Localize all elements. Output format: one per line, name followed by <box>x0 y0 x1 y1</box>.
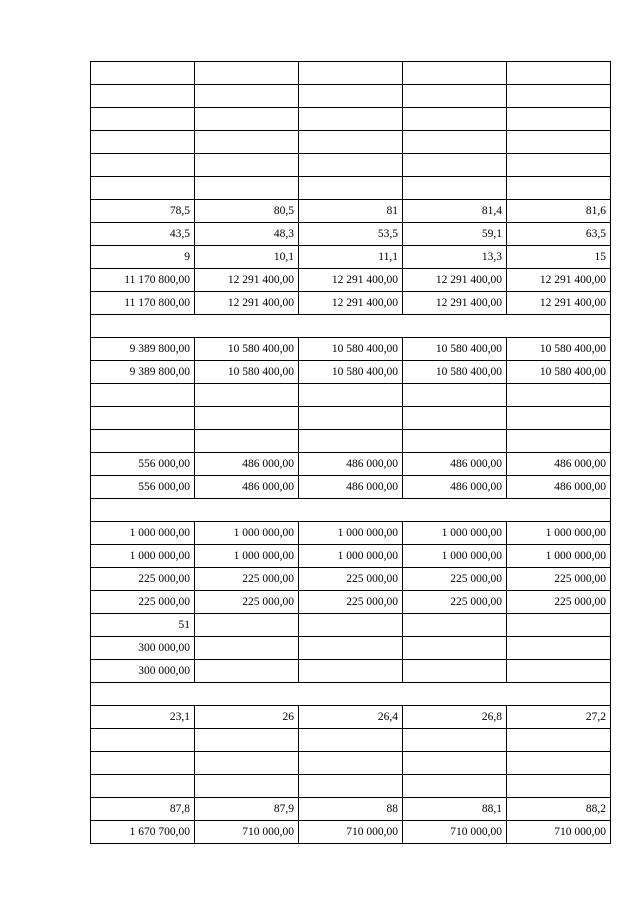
table-cell <box>299 775 403 798</box>
table-cell: 486 000,00 <box>195 453 299 476</box>
table-cell: 11 170 800,00 <box>91 269 195 292</box>
table-cell <box>91 407 195 430</box>
table-cell <box>195 614 299 637</box>
table-cell: 225 000,00 <box>507 591 611 614</box>
table-cell <box>507 430 611 453</box>
table-cell <box>507 407 611 430</box>
table-cell <box>507 775 611 798</box>
table-cell <box>195 430 299 453</box>
table-cell <box>195 775 299 798</box>
table-cell <box>507 660 611 683</box>
table-cell: 26,4 <box>299 706 403 729</box>
table-cell: 48,3 <box>195 223 299 246</box>
table-cell <box>403 614 507 637</box>
table-cell: 1 000 000,00 <box>195 545 299 568</box>
table-row <box>91 338 611 361</box>
table-cell <box>403 430 507 453</box>
table-cell: 10 580 400,00 <box>507 338 611 361</box>
table-cell <box>507 131 611 154</box>
table-row <box>91 85 611 108</box>
table-cell <box>403 729 507 752</box>
table-cell: 486 000,00 <box>403 476 507 499</box>
table-row <box>91 223 611 246</box>
table-cell <box>299 131 403 154</box>
table-cell: 300 000,00 <box>91 660 195 683</box>
table-cell <box>91 108 195 131</box>
table-cell <box>403 154 507 177</box>
table-body <box>91 62 611 844</box>
table-cell: 710 000,00 <box>299 821 403 844</box>
table-cell: 81,6 <box>507 200 611 223</box>
table-cell <box>195 384 299 407</box>
table-cell: 26,8 <box>403 706 507 729</box>
table-cell: 81,4 <box>403 200 507 223</box>
table-row <box>91 154 611 177</box>
table-cell <box>507 62 611 85</box>
table-cell: 12 291 400,00 <box>299 269 403 292</box>
data-table <box>90 61 611 844</box>
table-row <box>91 407 611 430</box>
table-cell <box>403 384 507 407</box>
table-cell: 225 000,00 <box>403 591 507 614</box>
table-row <box>91 660 611 683</box>
table-cell <box>195 660 299 683</box>
table-row <box>91 499 611 522</box>
table-cell <box>195 407 299 430</box>
table-cell: 225 000,00 <box>91 591 195 614</box>
table-cell <box>299 752 403 775</box>
table-cell: 486 000,00 <box>507 453 611 476</box>
table-cell <box>299 729 403 752</box>
table-row <box>91 775 611 798</box>
table-cell: 486 000,00 <box>299 453 403 476</box>
table-row <box>91 292 611 315</box>
table-cell: 26 <box>195 706 299 729</box>
table-cell: 10 580 400,00 <box>299 338 403 361</box>
table-row <box>91 269 611 292</box>
table-cell: 710 000,00 <box>195 821 299 844</box>
table-cell <box>91 729 195 752</box>
table-cell: 1 000 000,00 <box>403 522 507 545</box>
table-row <box>91 568 611 591</box>
table-cell: 12 291 400,00 <box>507 292 611 315</box>
table-cell <box>299 614 403 637</box>
table-cell <box>299 637 403 660</box>
table-cell: 1 000 000,00 <box>91 545 195 568</box>
table-cell: 12 291 400,00 <box>299 292 403 315</box>
table-cell: 486 000,00 <box>195 476 299 499</box>
table-row <box>91 821 611 844</box>
table-cell <box>299 384 403 407</box>
merged-cell <box>91 683 611 706</box>
table-cell: 12 291 400,00 <box>195 292 299 315</box>
table-row <box>91 729 611 752</box>
table-row <box>91 246 611 269</box>
table-cell: 88,1 <box>403 798 507 821</box>
table-cell: 225 000,00 <box>299 591 403 614</box>
table-cell <box>91 131 195 154</box>
table-cell <box>299 85 403 108</box>
table-cell: 1 000 000,00 <box>299 522 403 545</box>
table-cell <box>195 131 299 154</box>
table-cell <box>91 384 195 407</box>
table-cell: 11,1 <box>299 246 403 269</box>
table-cell: 88,2 <box>507 798 611 821</box>
table-row <box>91 798 611 821</box>
table-cell: 486 000,00 <box>403 453 507 476</box>
table-cell: 9 389 800,00 <box>91 361 195 384</box>
table-row <box>91 108 611 131</box>
table-cell <box>299 62 403 85</box>
table-cell <box>195 637 299 660</box>
merged-cell <box>91 315 611 338</box>
table-row <box>91 545 611 568</box>
table-row <box>91 315 611 338</box>
table-row <box>91 200 611 223</box>
table-cell <box>91 154 195 177</box>
table-cell <box>507 177 611 200</box>
table-cell <box>507 108 611 131</box>
table-cell <box>195 729 299 752</box>
table-cell: 1 000 000,00 <box>507 545 611 568</box>
table-cell <box>507 85 611 108</box>
table-cell: 225 000,00 <box>195 591 299 614</box>
table-cell: 63,5 <box>507 223 611 246</box>
table-cell: 87,9 <box>195 798 299 821</box>
table-cell <box>195 177 299 200</box>
table-cell <box>403 62 507 85</box>
table-cell: 225 000,00 <box>507 568 611 591</box>
table-row <box>91 62 611 85</box>
table-cell: 81 <box>299 200 403 223</box>
table-cell <box>299 108 403 131</box>
table-cell <box>507 752 611 775</box>
table-cell: 23,1 <box>91 706 195 729</box>
table-cell: 710 000,00 <box>403 821 507 844</box>
table-cell: 300 000,00 <box>91 637 195 660</box>
table-cell <box>91 775 195 798</box>
table-cell <box>403 637 507 660</box>
table-cell <box>299 154 403 177</box>
table-cell <box>507 154 611 177</box>
table-cell <box>195 752 299 775</box>
table-row <box>91 384 611 407</box>
table-cell: 10 580 400,00 <box>507 361 611 384</box>
table-row <box>91 131 611 154</box>
table-cell: 10 580 400,00 <box>299 361 403 384</box>
table-cell <box>403 660 507 683</box>
table-cell <box>507 384 611 407</box>
table-cell: 486 000,00 <box>299 476 403 499</box>
table-cell: 12 291 400,00 <box>507 269 611 292</box>
table-cell <box>91 62 195 85</box>
table-cell: 225 000,00 <box>195 568 299 591</box>
table-cell <box>403 177 507 200</box>
table-row <box>91 177 611 200</box>
table-row <box>91 637 611 660</box>
table-cell: 51 <box>91 614 195 637</box>
table-cell: 1 000 000,00 <box>507 522 611 545</box>
table-cell: 9 <box>91 246 195 269</box>
table-cell <box>403 85 507 108</box>
table-cell <box>507 729 611 752</box>
table-cell <box>403 108 507 131</box>
table-row <box>91 591 611 614</box>
table-cell: 1 000 000,00 <box>195 522 299 545</box>
table-cell <box>403 131 507 154</box>
table-cell: 9 389 800,00 <box>91 338 195 361</box>
table-cell: 15 <box>507 246 611 269</box>
table-row <box>91 476 611 499</box>
table-row <box>91 430 611 453</box>
table-cell <box>195 85 299 108</box>
table-cell <box>195 108 299 131</box>
table-cell: 13,3 <box>403 246 507 269</box>
table-cell: 556 000,00 <box>91 476 195 499</box>
table-cell: 53,5 <box>299 223 403 246</box>
merged-cell <box>91 499 611 522</box>
table-cell: 12 291 400,00 <box>403 269 507 292</box>
table-cell <box>299 177 403 200</box>
table-cell: 12 291 400,00 <box>195 269 299 292</box>
table-cell: 10 580 400,00 <box>195 338 299 361</box>
table-cell: 556 000,00 <box>91 453 195 476</box>
table-cell: 225 000,00 <box>91 568 195 591</box>
table-cell: 27,2 <box>507 706 611 729</box>
spreadsheet-page <box>90 61 610 844</box>
table-cell <box>91 85 195 108</box>
table-cell <box>91 430 195 453</box>
table-row <box>91 614 611 637</box>
table-cell <box>507 614 611 637</box>
table-cell: 1 670 700,00 <box>91 821 195 844</box>
table-cell: 10 580 400,00 <box>403 361 507 384</box>
table-cell: 78,5 <box>91 200 195 223</box>
table-row <box>91 361 611 384</box>
table-cell: 11 170 800,00 <box>91 292 195 315</box>
table-cell <box>299 660 403 683</box>
table-cell <box>403 752 507 775</box>
table-cell: 10,1 <box>195 246 299 269</box>
table-cell <box>195 62 299 85</box>
table-cell <box>403 407 507 430</box>
table-cell <box>91 177 195 200</box>
table-row <box>91 683 611 706</box>
table-cell: 1 000 000,00 <box>299 545 403 568</box>
table-row <box>91 752 611 775</box>
table-cell <box>403 775 507 798</box>
table-cell: 225 000,00 <box>299 568 403 591</box>
table-row <box>91 522 611 545</box>
table-cell: 10 580 400,00 <box>195 361 299 384</box>
table-cell <box>91 752 195 775</box>
table-cell: 1 000 000,00 <box>91 522 195 545</box>
table-cell: 12 291 400,00 <box>403 292 507 315</box>
table-cell: 486 000,00 <box>507 476 611 499</box>
table-cell: 10 580 400,00 <box>403 338 507 361</box>
table-cell: 59,1 <box>403 223 507 246</box>
table-row <box>91 453 611 476</box>
table-cell <box>195 154 299 177</box>
table-cell <box>507 637 611 660</box>
table-cell <box>299 430 403 453</box>
table-cell: 87,8 <box>91 798 195 821</box>
table-cell: 1 000 000,00 <box>403 545 507 568</box>
table-cell <box>299 407 403 430</box>
table-cell: 88 <box>299 798 403 821</box>
table-cell: 225 000,00 <box>403 568 507 591</box>
table-cell: 80,5 <box>195 200 299 223</box>
table-cell: 710 000,00 <box>507 821 611 844</box>
table-row <box>91 706 611 729</box>
table-cell: 43,5 <box>91 223 195 246</box>
